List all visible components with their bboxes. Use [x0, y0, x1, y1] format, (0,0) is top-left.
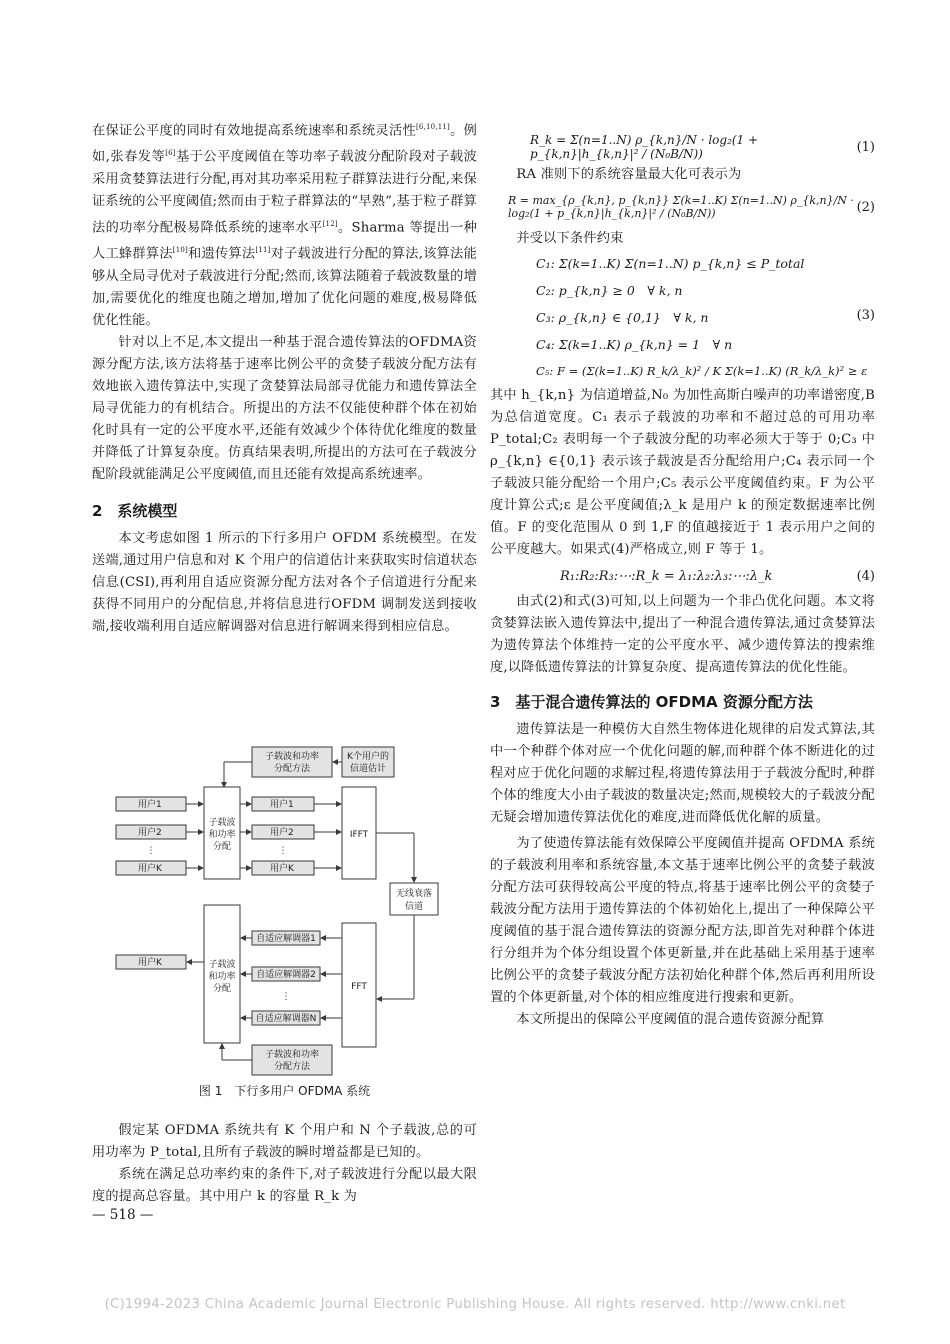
paragraph-system-model: 本文考虑如图 1 所示的下行多用户 OFDM 系统模型。在发送端,通过用户信息和对 K 个用户的信道估计来获取实时信道状态信息(CSI),再利用自适应资源分配方法对各个子信道进行分配来获得不同用户的分配信息,并将信息进行OFDM 调制发送到接收端,接收端利用自适应解调器对信息进行解调来得到相应信息。	[92, 530, 477, 634]
demod-label: 自适应解调器2	[256, 970, 316, 980]
constraint-c4: C₄: Σ(k=1..K) ρ_{k,n} = 1 ∀ n	[536, 337, 733, 352]
equation-1: R_k = Σ(n=1..N) ρ_{k,n}/N · log₂(1 + p_{k,n}|h_{k,n}|² / (N₀B/N)) (1)	[530, 133, 875, 161]
svg-text:和功率: 和功率	[208, 830, 236, 840]
svg-text:分配方法: 分配方法	[273, 1062, 311, 1072]
user-label: 用户K	[270, 864, 294, 874]
svg-text:分配方法: 分配方法	[273, 764, 311, 774]
paragraph-capacity: 系统在满足总功率约束的条件下,对子载波进行分配以最大限度的提高总容量。其中用户 k 的容量 R_k 为	[92, 1167, 477, 1204]
constraint-c5: C₅: F = (Σ(k=1..K) R_k/λ_k)² / K Σ(k=1..K) (R_k/λ_k)² ≥ ε	[536, 364, 868, 378]
ra-text: RA 准则下的系统容量最大化可表示为	[516, 167, 742, 182]
paragraph-intro: 在保证公平度的同时有效地提高系统速率和系统灵活性[6,10,11]。例如,张春发等[6]基于公平度阈值在等功率子载波分配阶段对子载波采用贪婪算法进行分配,再对其功率采用粒子群算法进行分配,来保证系统的公平度阈值;然而由于粒子群算法的“早熟”,基于粒子群算法的功率分配极易降低系统的速率水平[12]。Sharma 等提出一种人工蜂群算法[10]和遗传算法[11]对子载波进行分配的算法,该算法能够从全局寻优对子载波进行分配;然而,该算法随着子载波数量的增加,需要优化的维度也随之增加,增加了优化问题的难度,极易降低优化性能。	[92, 123, 477, 328]
paragraph-definitions: 其中 h_{k,n} 为信道增益,N₀ 为加性高斯白噪声的功率谱密度,B 为总信道宽度。C₁ 表示子载波的功率和不超过总的可用功率 P_total;C₂ 表明每一个子载波分配的功率必须大于等于 0;C₃ 中 ρ_{k,n} ∈{0,1} 表示该子载波是否分配给用户;C₄ 表示同一个子载波只能分配给一个用户;C₅ 表示公平度阈值约束。F 为公平度计算公式;ε 是公平度阈值;λ_k 是用户 k 的预定数据速率比例值。F 的变化范围从 0 到 1,F 的值越接近于 1 表示用户之间的公平度越大。如果式(4)严格成立,则 F 等于 1。	[490, 388, 875, 557]
user-label: 用户1	[270, 800, 294, 810]
svg-text:分配: 分配	[212, 842, 232, 852]
paragraph-nonconvex: 由式(2)和式(3)可知,以上问题为一个非凸优化问题。本文将贪婪算法嵌入遗传算法中,提出了一种混合遗传算法,通过贪婪算法为遗传算法个体维持一定的公平度水平、减少遗传算法的搜索维度,以降低遗传算法的计算复杂度、提高遗传算法的优化性能。	[490, 594, 875, 675]
svg-text:⋮: ⋮	[281, 992, 291, 1002]
demod-label: 自适应解调器N	[255, 1014, 317, 1024]
equation-2: R = max_{ρ_{k,n}, p_{k,n}} Σ(k=1..K) Σ(n=1..N) ρ_{k,n}/N · log₂(1 + p_{k,n}|h_{k,n}|² / (N₀B/N)) (2)	[508, 194, 875, 220]
svg-text:和功率: 和功率	[208, 972, 236, 982]
user-label: 用户2	[138, 828, 162, 838]
svg-text:信道估计: 信道估计	[349, 764, 387, 774]
copyright-footer: (C)1994-2023 China Academic Journal Electronic Publishing House. All rights reserved. http://www.cnki.net	[104, 1297, 846, 1312]
svg-text:⋮: ⋮	[146, 846, 156, 856]
alloc-top-label: 子载波	[208, 818, 236, 828]
section-heading-3: 3 基于混合遗传算法的 OFDMA 资源分配方法	[490, 693, 813, 711]
method-top-label: 子载波和功率	[264, 752, 320, 762]
svg-text:分配: 分配	[212, 984, 232, 994]
section-heading-2: 2 系统模型	[92, 501, 178, 520]
paragraph-assumption: 假定某 OFDMA 系统共有 K 个用户和 N 个子载波,总的可用功率为 P_total,且所有子载波的瞬时增益都是已知的。	[92, 1123, 477, 1160]
constraint-c2: C₂: p_{k,n} ≥ 0 ∀ k, n	[536, 283, 683, 298]
demod-label: 自适应解调器1	[256, 934, 316, 944]
page-number: — 518 —	[92, 1207, 154, 1223]
paragraph-ga: 遗传算法是一种模仿大自然生物体进化规律的启发式算法,其中一个种群个体对应一个优化问题的解,而种群个体不断进化的过程对应于优化问题的求解过程,将遗传算法用于子载波分配时,种群个体的维度大小由子载波的数量决定;然而,规模较大的子载波分配无疑会增加遗传算法优化的难度,进而降低优化解的质量。	[490, 722, 875, 825]
ofdma-system-diagram	[112, 745, 472, 1077]
paragraph-last: 本文所提出的保障公平度阈值的混合遗传资源分配算	[516, 1012, 825, 1027]
left-column	[92, 116, 477, 638]
user-out-label: 用户K	[138, 958, 162, 968]
equation-3-number: (3)	[856, 308, 875, 323]
paragraph-proposal: 针对以上不足,本文提出一种基于混合遗传算法的OFDMA资源分配方法,该方法将基于速率比例公平的贪婪子载波分配方法有效地嵌入遗传算法中,实现了贪婪算法局部寻优能力和遗传算法全局寻优能力的有机结合。所提出的方法不仅能使种群个体在初始化时具有一定的公平度水平,还能有效减少个体待优化维度的数量并降低了计算复杂度。仿真结果表明,所提出的方法可在子载波分配阶段就能满足公平度阈值,而且还能有效提高系统速率。	[92, 334, 477, 482]
paragraph-method: 为了使遗传算法能有效保障公平度阈值并提高 OFDMA 系统的子载波利用率和系统容量,本文基于速率比例公平的贪婪子载波分配方法可获得较高公平度的特点,将基于速率比例公平的贪婪子载波分配方法用于遗传算法的个体初始化上,提出了一种保障公平度阈值的基于混合遗传算法的资源分配方法,即首先对种群个体进行分组并为个体分组设置个体更新量,并在此基础上采用基于速率比例公平的贪婪子载波分配方法初始化种群个体,然后再利用所设置的个体更新量,对个体的相应维度进行搜索和更新。	[490, 836, 875, 1005]
constraint-intro: 并受以下条件约束	[516, 231, 624, 246]
constraint-c1: C₁: Σ(k=1..K) Σ(n=1..N) p_{k,n} ≤ P_total	[536, 256, 805, 271]
equation-3-block	[490, 250, 875, 385]
left-column-bottom	[92, 1120, 477, 1208]
user-label: 用户2	[270, 828, 294, 838]
figure-caption: 图 1 下行多用户 OFDMA 系统	[198, 1084, 371, 1098]
alloc-bottom-label: 子载波	[208, 960, 236, 970]
svg-text:⋮: ⋮	[278, 846, 288, 856]
constraint-c3: C₃: ρ_{k,n} ∈ {0,1} ∀ k, n	[536, 310, 709, 325]
method-bottom-label: 子载波和功率	[264, 1050, 320, 1060]
user-label: 用户K	[138, 864, 162, 874]
csi-label: K个用户的	[347, 752, 389, 762]
fft-label: FFT	[351, 982, 367, 992]
ifft-label: IFFT	[349, 830, 369, 840]
right-column	[490, 130, 875, 1031]
user-label: 用户1	[138, 800, 162, 810]
svg-text:信道: 信道	[404, 902, 424, 912]
channel-label: 无线衰落	[395, 889, 433, 899]
equation-4: R₁:R₂:R₃:⋯:R_k = λ₁:λ₂:λ₃:⋯:λ_k (4)	[560, 568, 875, 584]
